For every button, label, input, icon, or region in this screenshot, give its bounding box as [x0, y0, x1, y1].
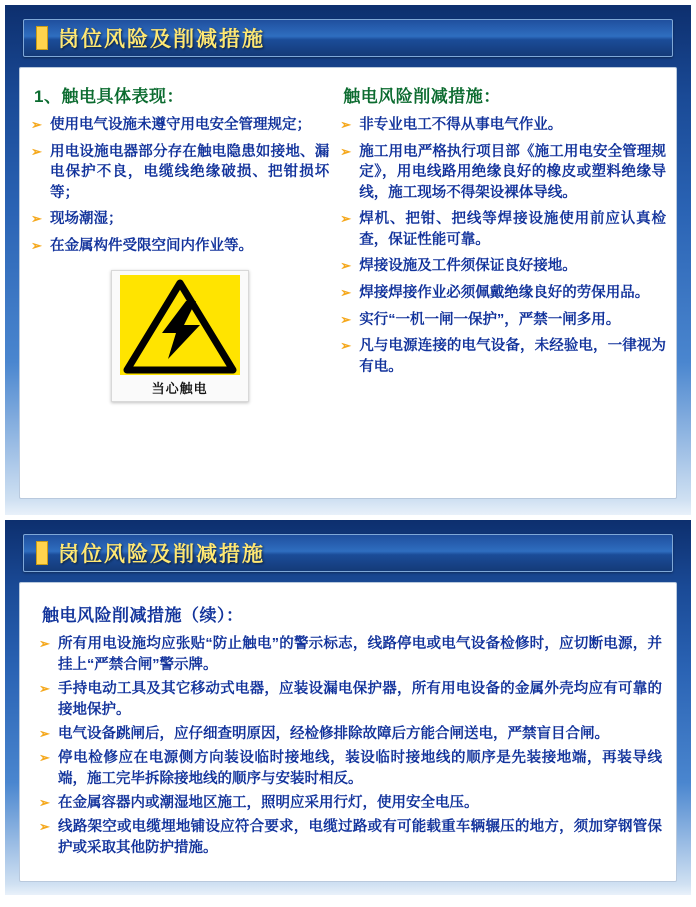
slide-1-left-heading: 1、触电具体表现：: [34, 87, 184, 106]
bullet-arrow-icon: ➢: [31, 237, 42, 253]
list-item: [30, 236, 329, 257]
slide-2-content-panel: [19, 582, 677, 882]
bullet-arrow-icon: ➢: [31, 117, 42, 132]
list-item-text: 焊接设施及工件须保证良好接地。: [359, 258, 577, 275]
electric-shock-warning-sign: [111, 270, 249, 402]
list-item-text: 手持电动工具及其它移动式电器，应装设漏电保护器，所有用电设备的金属外壳均应有可靠的接地保护。: [58, 681, 662, 719]
warning-sign-caption: 当心触电: [116, 375, 244, 399]
list-item: [30, 115, 329, 136]
bullet-arrow-icon: ➢: [39, 819, 50, 835]
list-item: [38, 817, 662, 859]
list-item: [38, 793, 662, 814]
slide-1-left-column: [30, 78, 335, 490]
list-item-text: 电气设备跳闸后，应仔细查明原因，经检修排除故障后方能合闸送电，严禁盲目合闸。: [58, 726, 609, 743]
bullet-arrow-icon: ➢: [340, 143, 352, 159]
slide-1-left-list: [30, 115, 329, 256]
bullet-arrow-icon: ➢: [340, 117, 352, 132]
list-item: [339, 142, 666, 204]
list-item: [38, 724, 662, 745]
bullet-arrow-icon: ➢: [340, 285, 352, 301]
slide-1: [5, 5, 691, 515]
bullet-arrow-icon: ➢: [340, 211, 352, 227]
list-item-text: 在金属构件受限空间内作业等。: [50, 237, 253, 254]
list-item: [339, 283, 666, 304]
list-item-text: 非专业电工不得从事电气作业。: [359, 117, 563, 133]
list-item-text: 线路架空或电缆埋地铺设应符合要求，电缆过路或有可能载重车辆辗压的地方，须加穿钢管保护或采取其他防护措施。: [58, 819, 662, 857]
slide-2-title-bar: [23, 534, 673, 572]
bullet-arrow-icon: ➢: [31, 211, 42, 227]
bullet-arrow-icon: ➢: [39, 726, 50, 742]
list-item-text: 实行“一机一闸一保护”，严禁一闸多用。: [359, 311, 621, 328]
list-item: [339, 336, 666, 377]
slide-2: [5, 520, 691, 895]
list-item-text: 用电设施电器部分存在触电隐患如接地、漏电保护不良，电缆线绝缘破损、把钳损坏等；: [50, 143, 330, 201]
title-accent-block: [36, 26, 48, 50]
warning-sign-graphic: [120, 275, 240, 375]
bullet-arrow-icon: ➢: [31, 143, 42, 159]
bullet-arrow-icon: ➢: [39, 681, 50, 697]
list-item-text: 施工用电严格执行项目部《施工用电安全管理规定》，用电线路用绝缘良好的橡皮或塑料绝缘导线，施工现场不得架设裸体导线。: [359, 143, 666, 201]
bullet-arrow-icon: ➢: [340, 311, 352, 327]
list-item: [339, 209, 666, 250]
list-item-text: 焊接焊接作业必须佩戴绝缘良好的劳保用品。: [359, 285, 650, 302]
list-item: [30, 142, 329, 204]
bullet-arrow-icon: ➢: [340, 258, 352, 274]
list-item-text: 停电检修应在电源侧方向装设临时接地线，装设临时接地线的顺序是先装接地端，再装导线端，施工完毕拆除接地线的顺序与安装时相反。: [58, 750, 662, 788]
list-item: [38, 634, 662, 676]
list-item: [38, 748, 662, 790]
slide-1-right-column: [335, 78, 666, 490]
list-item: [38, 679, 662, 721]
list-item-text: 焊机、把钳、把线等焊接设施使用前应认真检查，保证性能可靠。: [359, 211, 666, 248]
lightning-bolt-triangle-icon: [120, 275, 240, 375]
title-accent-block: [36, 541, 48, 565]
list-item: [339, 115, 666, 136]
slide-2-heading: 触电风险削减措施（续）：: [42, 606, 244, 625]
list-item-text: 现场潮湿；: [50, 211, 123, 228]
bullet-arrow-icon: ➢: [39, 636, 50, 651]
list-item-text: 使用电气设施未遵守用电安全管理规定；: [50, 117, 311, 133]
slide-1-title-bar: [23, 19, 673, 57]
slide-2-list: [38, 634, 662, 859]
slide-1-right-heading: 触电风险削减措施：: [343, 87, 501, 106]
bullet-arrow-icon: ➢: [39, 795, 50, 811]
list-item: [339, 310, 666, 331]
slide-2-title: 岗位风险及削减措施: [58, 543, 265, 566]
slide-1-right-list: [339, 115, 666, 377]
list-item-text: 所有用电设施均应张贴“防止触电”的警示标志，线路停电或电气设备检修时，应切断电源，并挂上“严禁合闸”警示牌。: [58, 636, 662, 674]
list-item-text: 在金属容器内或潮湿地区施工，照明应采用行灯，使用安全电压。: [58, 795, 479, 812]
slide-1-title: 岗位风险及削减措施: [58, 28, 265, 51]
list-item: [30, 209, 329, 230]
bullet-arrow-icon: ➢: [340, 338, 352, 354]
bullet-arrow-icon: ➢: [39, 750, 50, 766]
list-item-text: 凡与电源连接的电气设备，未经验电，一律视为有电。: [359, 338, 666, 375]
list-item: [339, 256, 666, 277]
slide-1-content-panel: [19, 67, 677, 499]
